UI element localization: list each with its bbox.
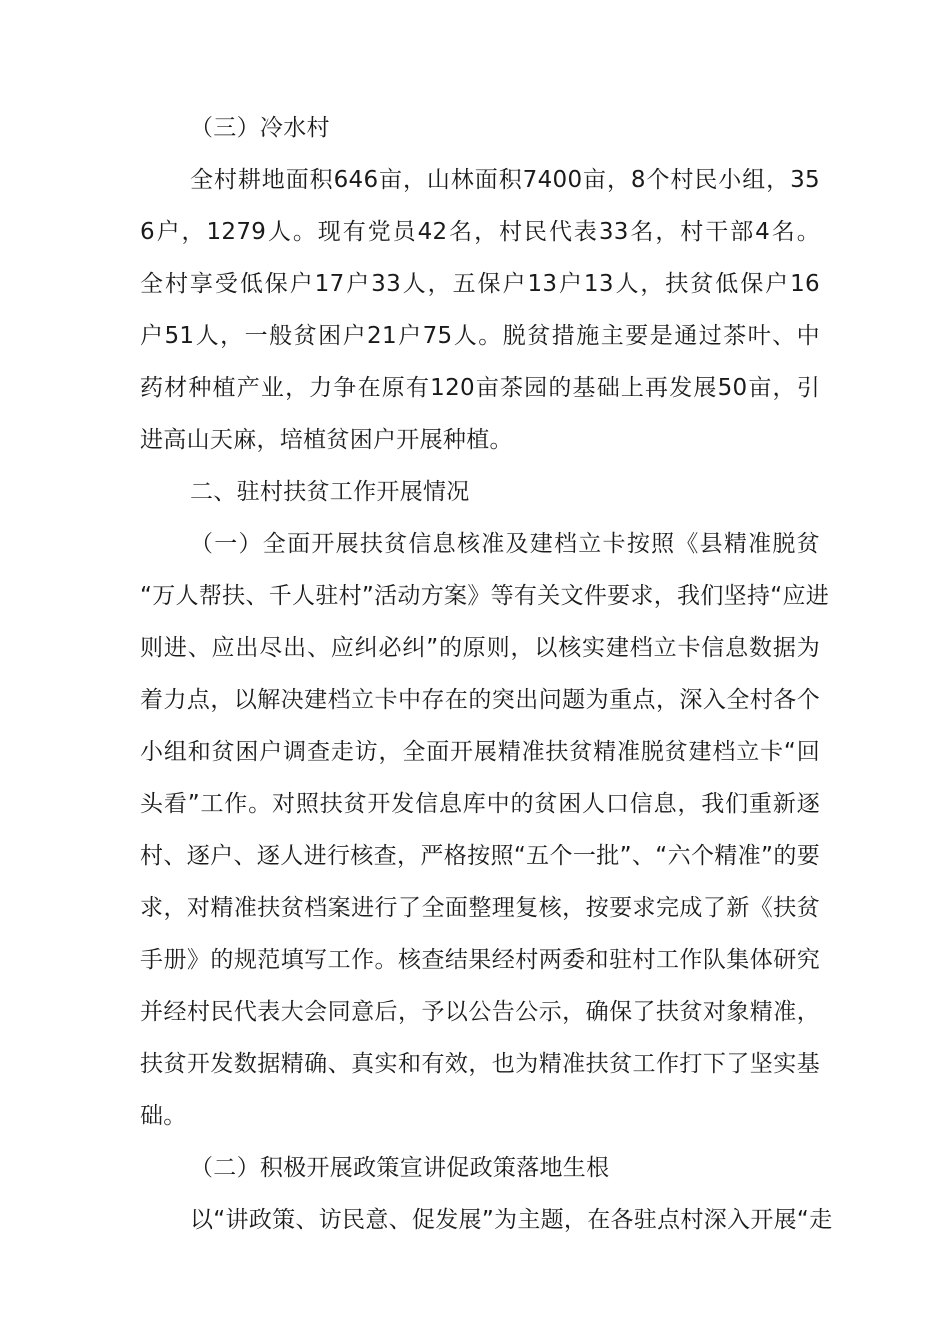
paragraph-line: 头看”工作。对照扶贫开发信息库中的贫困人口信息，我们重新逐 bbox=[140, 791, 820, 817]
paragraph-line: 村、逐户、逐人进行核查，严格按照“五个一批”、“六个精准”的要 bbox=[140, 843, 820, 869]
paragraph-line: 6户，1279人。现有党员42名，村民代表33名，村干部4名。 bbox=[140, 219, 820, 245]
section-heading-lengshui-village: （三）冷水村 bbox=[190, 115, 330, 141]
paragraph-line: 扶贫开发数据精确、真实和有效，也为精准扶贫工作打下了坚实基 bbox=[140, 1051, 820, 1077]
paragraph-line: 以“讲政策、访民意、促发展”为主题，在各驻点村深入开展“走 bbox=[190, 1207, 833, 1233]
paragraph-line: 全村耕地面积646亩，山林面积7400亩，8个村民小组，35 bbox=[190, 167, 820, 193]
paragraph-line: 手册》的规范填写工作。核查结果经村两委和驻村工作队集体研究 bbox=[140, 947, 820, 973]
paragraph-line: “万人帮扶、千人驻村”活动方案》等有关文件要求，我们坚持“应进 bbox=[140, 583, 830, 609]
paragraph-line: 并经村民代表大会同意后，予以公告公示，确保了扶贫对象精准， bbox=[140, 999, 820, 1025]
paragraph-line: 户51人，一般贫困户21户75人。脱贫措施主要是通过茶叶、中 bbox=[140, 323, 820, 349]
paragraph-line: 则进、应出尽出、应纠必纠”的原则，以核实建档立卡信息数据为 bbox=[140, 635, 820, 661]
subsection-heading-info-verification: （一）全面开展扶贫信息核准及建档立卡按照《县精准脱贫 bbox=[190, 531, 820, 557]
paragraph-line: 进高山天麻，培植贫困户开展种植。 bbox=[140, 427, 513, 453]
paragraph-line: 着力点，以解决建档立卡中存在的突出问题为重点，深入全村各个 bbox=[140, 687, 820, 713]
paragraph-line: 全村享受低保户17户33人，五保户13户13人，扶贫低保户16 bbox=[140, 271, 820, 297]
paragraph-line: 小组和贫困户调查走访，全面开展精准扶贫精准脱贫建档立卡“回 bbox=[140, 739, 820, 765]
section-heading-work-status: 二、驻村扶贫工作开展情况 bbox=[190, 479, 470, 505]
paragraph-line: 药材种植产业，力争在原有120亩茶园的基础上再发展50亩，引 bbox=[140, 375, 820, 401]
paragraph-line: 础。 bbox=[140, 1103, 187, 1129]
subsection-heading-policy-promotion: （二）积极开展政策宣讲促政策落地生根 bbox=[190, 1155, 610, 1181]
paragraph-line: 求，对精准扶贫档案进行了全面整理复核，按要求完成了新《扶贫 bbox=[140, 895, 820, 921]
